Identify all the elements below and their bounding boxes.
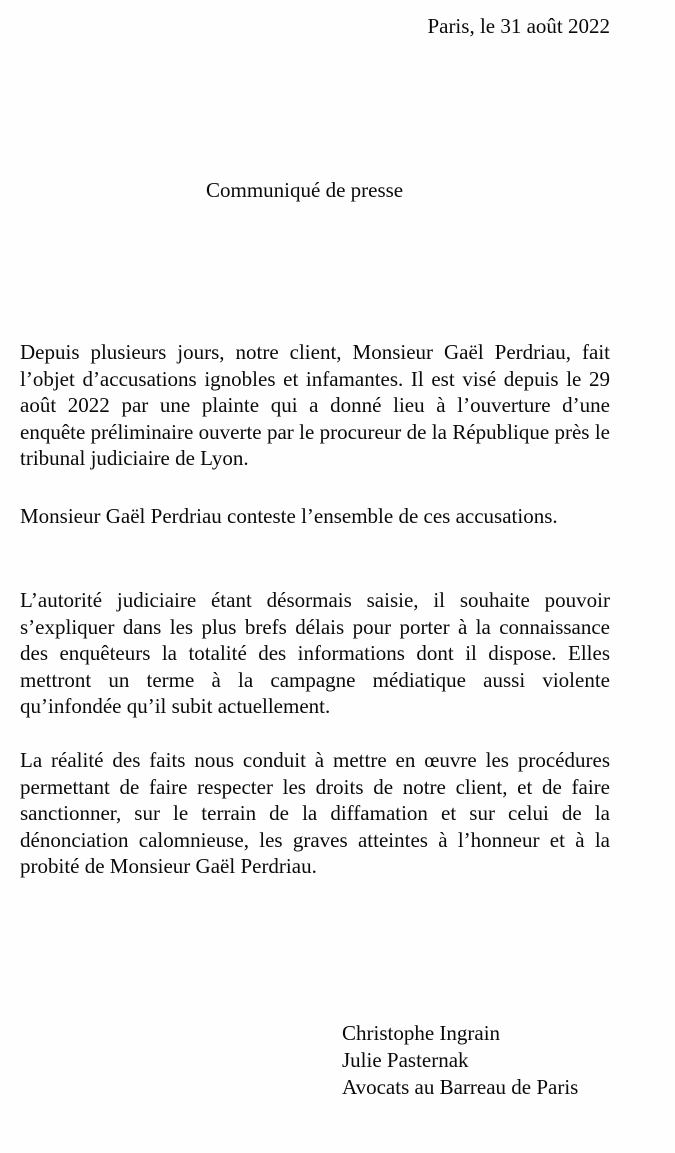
paragraph-3: L’autorité judiciaire étant désormais saisie, il souhaite pouvoir s’expliquer dans les plus brefs délais pour porter à la connaissance des enquêteurs la totalité des informations dont il dispose. Elles mettront un terme à la campagne médiatique aussi violente qu’infondée qu’il subit actuellement.	[20, 588, 610, 718]
paragraph-4: La réalité des faits nous conduit à mettre en œuvre les procédures permettant de faire respecter les droits de notre client, et de faire sanctionner, sur le terrain de la diffamation et sur celui de la dénonciation calomnieuse, les graves atteintes à l’honneur et à la probité de Monsieur Gaël Perdriau.	[20, 748, 610, 878]
paragraph-1: Depuis plusieurs jours, notre client, Monsieur Gaël Perdriau, fait l’objet d’accusations ignobles et infamantes. Il est visé depuis le 29 août 2022 par une plainte qui a donné lieu à l’ouverture d’une enquête préliminaire ouverte par le procureur de la République près le tribunal judiciaire de Lyon.	[20, 340, 610, 470]
signatory-name-1: Christophe Ingrain	[342, 1021, 501, 1045]
signatory-role: Avocats au Barreau de Paris	[342, 1075, 579, 1099]
document-title: Communiqué de presse	[206, 178, 404, 202]
signature-block	[342, 1020, 578, 1101]
date-line: Paris, le 31 août 2022	[427, 14, 610, 38]
paragraph-2: Monsieur Gaël Perdriau conteste l’ensemble de ces accusations.	[20, 504, 558, 528]
signatory-name-2: Julie Pasternak	[342, 1048, 469, 1072]
